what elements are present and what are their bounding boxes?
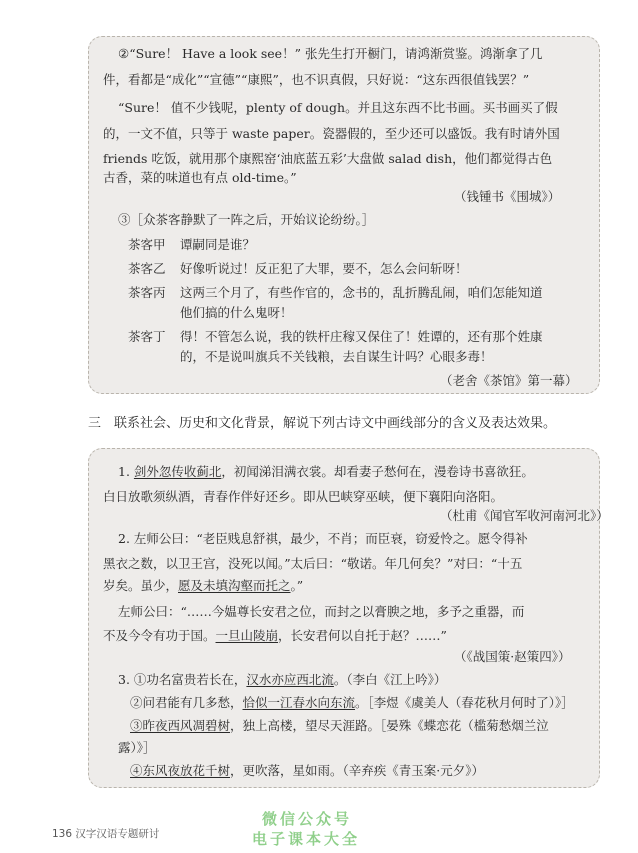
underlined-phrase: ④东风夜放花千树 — [130, 763, 231, 778]
text-line — [103, 578, 303, 594]
text-line: ③［众茶客静默了一阵之后，开始议论纷纷。］ — [118, 212, 375, 227]
text-line: ②“Sure！ Have a look see！” 张先生打开橱门，请鸿渐赏鉴。鸿渐拿了几 — [118, 46, 543, 61]
source-citation: （《战国策·赵策四》） — [454, 649, 571, 664]
text-line: 白日放歌须纵酒，青春作伴好还乡。即从巴峡穿巫峡，便下襄阳向洛阳。 — [103, 489, 504, 504]
underlined-phrase: 一旦山陵崩 — [215, 628, 279, 643]
text-line: 黑衣之数，以卫王宫，没死以闻。”太后曰：“敬诺。年几何矣？”对曰：“十五 — [103, 556, 523, 571]
text-line — [130, 718, 549, 734]
text-line: 左师公曰：“……今媪尊长安君之位，而封之以膏腴之地，多予之重器，而 — [118, 604, 525, 619]
item-number: 1. — [118, 464, 134, 479]
text-fragment: 3. ①功名富贵若长在， — [118, 672, 247, 687]
underlined-phrase: 愿及未填沟壑而托之 — [178, 578, 291, 593]
text-line — [130, 763, 484, 779]
text-fragment: ，长安君何以自托于赵？……” — [278, 628, 447, 643]
watermark-line-1: 微信公众号 — [262, 810, 353, 828]
text-line — [118, 464, 534, 480]
text-line: 2. 左师公曰：“老臣贱息舒祺，最少，不肖；而臣衰，窃爱怜之。愿令得补 — [118, 531, 528, 546]
dialogue-line: 他们搞的什么鬼呀！ — [180, 305, 293, 320]
dialogue-line: 这两三个月了，有些作官的，念书的，乱折腾乱闹，咱们怎能知道 — [180, 285, 543, 300]
text-fragment: ，独上高楼，望尽天涯路。［晏殊《蝶恋花（槛菊愁烟兰泣 — [230, 718, 549, 733]
speaker-label: 茶客丁 — [128, 329, 166, 344]
underlined-phrase: ③昨夜西风凋碧树 — [130, 718, 231, 733]
text-fragment: 不及今令有功于国。 — [103, 628, 216, 643]
text-line — [130, 695, 574, 711]
text-line: “Sure！ 值不少钱呢，plenty of dough。并且这东西不比书画。买书画买了假 — [118, 100, 558, 115]
source-citation: （钱锺书《围城》） — [454, 189, 561, 204]
text-fragment: 。” — [290, 578, 304, 593]
text-fragment: 。［李煜《虞美人（春花秋月何时了）》］ — [355, 695, 574, 710]
page-footer: 136 汉字汉语专题研讨 — [52, 828, 160, 840]
source-citation: （杜甫《闻官军收河南河北》） — [440, 508, 609, 523]
underlined-phrase: 剑外忽传收蓟北 — [133, 464, 222, 479]
text-line: 的，一文不值，只等于 waste paper。瓷器假的，至少还可以盛饭。我有时请外国 — [103, 126, 560, 141]
underlined-phrase: 汉水亦应西北流 — [246, 672, 334, 687]
section-heading: 三 联系社会、历史和文化背景，解说下列古诗文中画线部分的含义及表达效果。 — [88, 416, 557, 431]
text-line — [118, 672, 446, 688]
dialogue-line: 谭嗣同是谁？ — [180, 237, 256, 252]
text-fragment: 岁矣。虽少， — [103, 578, 179, 593]
text-fragment: ，更吹落，星如雨。（辛弃疾《青玉案·元夕》） — [230, 763, 484, 778]
text-line: 露）》］ — [118, 740, 156, 755]
speaker-label: 茶客乙 — [128, 261, 166, 276]
text-fragment: ，初闻涕泪满衣裳。却看妻子愁何在，漫卷诗书喜欲狂。 — [221, 464, 534, 479]
text-line — [103, 628, 447, 644]
text-fragment: 。（李白《江上吟》） — [333, 672, 447, 687]
text-line: 件，看都是“成化”“宣德”“康熙”，也不识真假，只好说：“这东西很值钱罢？” — [103, 72, 530, 87]
dialogue-line: 的，不是说叫旗兵不关钱粮，去自谋生计吗？心眼多毒！ — [180, 349, 493, 364]
watermark-line-2: 电子课本大全 — [252, 830, 361, 848]
dialogue-line: 得！不管怎么说，我的铁杆庄稼又保住了！姓谭的，还有那个姓康 — [180, 329, 543, 344]
speaker-label: 茶客甲 — [128, 237, 166, 252]
text-fragment: ②问君能有几多愁， — [130, 695, 243, 710]
speaker-label: 茶客丙 — [128, 285, 166, 300]
dialogue-line: 好像听说过！反正犯了大罪，要不，怎么会问斩呀！ — [180, 261, 468, 276]
text-line: friends 吃饭，就用那个康熙窑‘油底蓝五彩’大盘做 salad dish，他们都觉得古色 — [103, 151, 553, 166]
source-citation: （老舍《茶馆》第一幕） — [440, 373, 578, 388]
text-line: 古香，菜的味道也有点 old-time。” — [103, 170, 297, 185]
underlined-phrase: 恰似一江春水向东流 — [242, 695, 356, 710]
